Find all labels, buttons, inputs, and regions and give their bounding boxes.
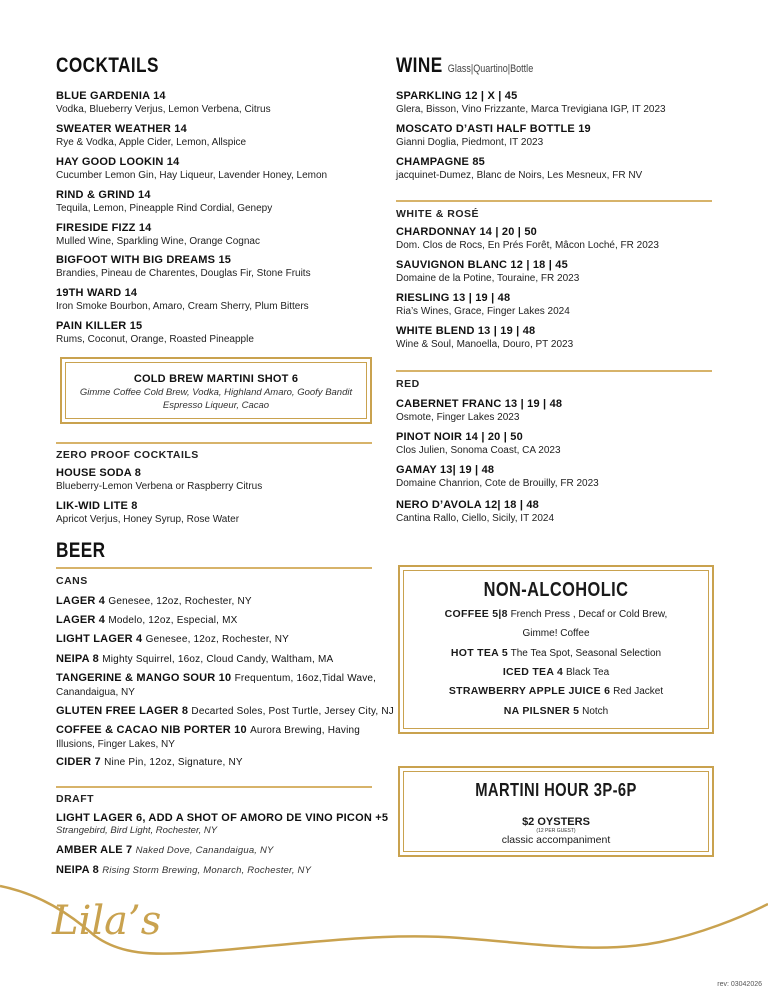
wine-title: WINE bbox=[396, 54, 443, 77]
divider bbox=[56, 786, 372, 788]
na-item-desc: Notch bbox=[582, 706, 609, 717]
red-heading: RED bbox=[396, 378, 420, 390]
cocktail-desc: Cucumber Lemon Gin, Hay Liqueur, Lavender Honey, Lemon bbox=[56, 170, 328, 181]
cocktail-item bbox=[56, 155, 327, 182]
draft-item bbox=[56, 811, 388, 837]
lilas-logo: Lila’s bbox=[52, 898, 162, 944]
can-desc: Mighty Squirrel, 16oz, Cloud Candy, Waltham, MA bbox=[102, 654, 334, 665]
can-desc: Genesee, 12oz, Rochester, NY bbox=[145, 634, 290, 645]
can-name: GLUTEN FREE LAGER 8 bbox=[56, 705, 189, 717]
cold-brew-desc-line2: Espresso Liqueur, Cacao bbox=[162, 400, 270, 411]
can-desc: Aurora Brewing, Having bbox=[250, 725, 361, 736]
na-line-iced-tea bbox=[400, 666, 712, 678]
cocktail-desc: Iron Smoke Bourbon, Amaro, Cream Sherry, Plum Bitters bbox=[56, 301, 309, 312]
wine-name: MOSCATO D’ASTI HALF BOTTLE 19 bbox=[396, 123, 591, 135]
na-item-desc: Red Jacket bbox=[613, 686, 664, 697]
wine-item bbox=[396, 498, 554, 525]
wine-item bbox=[396, 89, 666, 116]
can-desc: Frequentum, 16oz,Tidal Wave, bbox=[234, 673, 377, 684]
wine-name: GAMAY 13| 19 | 48 bbox=[396, 464, 495, 476]
na-item-desc: Gimme! Coffee bbox=[522, 628, 590, 639]
zero-proof-name: HOUSE SODA 8 bbox=[56, 467, 142, 479]
wine-name: RIESLING 13 | 19 | 48 bbox=[396, 292, 511, 304]
cocktail-desc: Vodka, Blueberry Verjus, Lemon Verbena, Citrus bbox=[56, 104, 271, 115]
na-line-coffee-cont bbox=[400, 628, 712, 639]
draft-desc: Naked Dove, Canandaigua, NY bbox=[135, 845, 274, 856]
non-alcoholic-box bbox=[398, 565, 714, 734]
cocktail-desc: Tequila, Lemon, Pineapple Rind Cordial, Genepy bbox=[56, 203, 273, 214]
draft-item bbox=[56, 843, 274, 858]
cocktail-name: RIND & GRIND 14 bbox=[56, 189, 151, 201]
zero-proof-name: LIK-WID LITE 8 bbox=[56, 500, 138, 512]
wine-name: SPARKLING 12 | X | 45 bbox=[396, 90, 518, 102]
cocktails-heading: COCKTAILS bbox=[56, 54, 159, 77]
can-item bbox=[56, 704, 394, 719]
draft-desc: Rising Storm Brewing, Monarch, Rochester, NY bbox=[102, 865, 312, 876]
can-name: LAGER 4 bbox=[56, 614, 106, 626]
zero-proof-desc: Apricot Verjus, Honey Syrup, Rose Water bbox=[56, 514, 240, 525]
wine-desc: Domaine de la Potine, Touraine, FR 2023 bbox=[396, 273, 580, 284]
can-desc: Decarted Soles, Post Turtle, Jersey City, NJ bbox=[191, 706, 394, 717]
cocktail-item bbox=[56, 221, 260, 248]
cold-brew-name: COLD BREW MARTINI SHOT 6 bbox=[133, 373, 299, 385]
cocktail-name: BLUE GARDENIA 14 bbox=[56, 90, 166, 102]
oysters-per-guest: (12 PER GUEST) bbox=[536, 828, 576, 834]
wine-item bbox=[396, 324, 573, 351]
wine-item bbox=[396, 155, 642, 182]
cocktail-desc: Rums, Coconut, Orange, Roasted Pineapple bbox=[56, 334, 254, 345]
cocktail-desc: Rye & Vodka, Apple Cider, Lemon, Allspice bbox=[56, 137, 247, 148]
draft-name: LIGHT LAGER 6, ADD A SHOT OF AMORO DE VINO PICON +5 bbox=[56, 812, 389, 824]
cocktail-item bbox=[56, 286, 309, 313]
na-line-juice bbox=[400, 685, 712, 697]
martini-hour-title: MARTINI HOUR 3P-6P bbox=[475, 780, 637, 800]
wine-name: NERO D’AVOLA 12| 18 | 48 bbox=[396, 499, 539, 511]
beer-heading: BEER bbox=[56, 539, 106, 562]
can-item bbox=[56, 723, 360, 751]
cocktail-item bbox=[56, 89, 271, 116]
na-item-name: NA PILSNER 5 bbox=[503, 705, 580, 717]
can-item bbox=[56, 632, 289, 647]
wine-desc: Domaine Chanrion, Cote de Brouilly, FR 2023 bbox=[396, 478, 599, 489]
wine-desc: Clos Julien, Sonoma Coast, CA 2023 bbox=[396, 445, 561, 456]
cocktail-item bbox=[56, 122, 246, 149]
can-desc: Genesee, 12oz, Rochester, NY bbox=[108, 596, 252, 607]
draft-heading: DRAFT bbox=[56, 793, 95, 805]
divider bbox=[56, 442, 372, 444]
non-alcoholic-title: NON-ALCOHOLIC bbox=[483, 579, 629, 601]
can-name: NEIPA 8 bbox=[56, 653, 99, 665]
cocktail-name: FIRESIDE FIZZ 14 bbox=[56, 222, 152, 234]
na-item-name: HOT TEA 5 bbox=[450, 647, 509, 659]
wine-item bbox=[396, 463, 599, 490]
cocktail-name: PAIN KILLER 15 bbox=[56, 320, 143, 332]
martini-hour-box bbox=[398, 766, 714, 857]
zero-proof-item bbox=[56, 499, 239, 526]
wine-item bbox=[396, 291, 570, 318]
wine-name: CHARDONNAY 14 | 20 | 50 bbox=[396, 226, 537, 238]
draft-name: NEIPA 8 bbox=[56, 864, 99, 876]
wine-desc: Wine & Soul, Manoella, Douro, PT 2023 bbox=[396, 339, 574, 350]
can-desc: Nine Pin, 12oz, Signature, NY bbox=[104, 757, 243, 768]
cocktail-name: SWEATER WEATHER 14 bbox=[56, 123, 187, 135]
na-item-name: COFFEE 5|8 bbox=[444, 608, 508, 620]
wine-name: CHAMPAGNE 85 bbox=[396, 156, 485, 168]
wine-heading bbox=[396, 54, 533, 78]
cold-brew-content bbox=[62, 372, 370, 412]
zero-proof-desc: Blueberry-Lemon Verbena or Raspberry Citrus bbox=[56, 481, 263, 492]
cocktail-desc: Brandies, Pineau de Charentes, Douglas Fir, Stone Fruits bbox=[56, 268, 311, 279]
can-item bbox=[56, 652, 333, 667]
can-item bbox=[56, 671, 376, 699]
cocktail-item bbox=[56, 188, 272, 215]
can-name: TANGERINE & MANGO SOUR 10 bbox=[56, 672, 232, 684]
zero-proof-heading: ZERO PROOF COCKTAILS bbox=[56, 449, 199, 461]
na-line-coffee bbox=[400, 608, 712, 620]
divider bbox=[396, 370, 712, 372]
cold-brew-desc-line1: Gimme Coffee Cold Brew, Vodka, Highland Amaro, Goofy Bandit bbox=[79, 387, 353, 398]
can-item bbox=[56, 755, 243, 770]
can-desc-cont: Canandaigua, NY bbox=[56, 687, 135, 698]
cans-heading: CANS bbox=[56, 575, 88, 587]
divider bbox=[396, 200, 712, 202]
wine-subtitle: Glass|Quartino|Bottle bbox=[447, 63, 534, 75]
draft-desc: Strangebird, Bird Light, Rochester, NY bbox=[56, 825, 218, 836]
wine-item bbox=[396, 258, 579, 285]
can-item bbox=[56, 613, 238, 628]
can-item bbox=[56, 594, 252, 609]
na-item-name: ICED TEA 4 bbox=[502, 666, 564, 678]
cold-brew-box bbox=[60, 357, 372, 424]
draft-name: AMBER ALE 7 bbox=[56, 844, 133, 856]
na-line-pilsner bbox=[400, 705, 712, 717]
white-rose-heading: WHITE & ROSÉ bbox=[396, 208, 480, 220]
na-item-desc: The Tea Spot, Seasonal Selection bbox=[510, 648, 662, 659]
na-item-desc: French Press , Decaf or Cold Brew, bbox=[510, 609, 668, 620]
wine-name: PINOT NOIR 14 | 20 | 50 bbox=[396, 431, 523, 443]
wine-name: SAUVIGNON BLANC 12 | 18 | 45 bbox=[396, 259, 568, 271]
wine-item bbox=[396, 430, 561, 457]
can-name: LAGER 4 bbox=[56, 595, 106, 607]
can-desc-cont: Illusions, Finger Lakes, NY bbox=[56, 739, 175, 750]
cocktail-item bbox=[56, 319, 254, 346]
can-name: LIGHT LAGER 4 bbox=[56, 633, 143, 645]
cocktail-name: BIGFOOT WITH BIG DREAMS 15 bbox=[56, 254, 232, 266]
wine-name: CABERNET FRANC 13 | 19 | 48 bbox=[396, 398, 563, 410]
divider bbox=[56, 567, 372, 569]
wine-desc: jacquinet-Dumez, Blanc de Noirs, Les Mesneux, FR NV bbox=[396, 170, 643, 181]
can-name: COFFEE & CACAO NIB PORTER 10 bbox=[56, 724, 247, 736]
oysters-label: $2 OYSTERS bbox=[522, 816, 590, 828]
wine-item bbox=[396, 225, 659, 252]
wine-desc: Cantina Rallo, Ciello, Sicily, IT 2024 bbox=[396, 513, 555, 524]
can-desc: Modelo, 12oz, Especial, MX bbox=[108, 615, 238, 626]
wine-desc: Gianni Doglia, Piedmont, IT 2023 bbox=[396, 137, 544, 148]
revision-code: rev: 03042026 bbox=[717, 981, 762, 988]
wine-desc: Glera, Bisson, Vino Frizzante, Marca Trevigiana IGP, IT 2023 bbox=[396, 104, 666, 115]
cocktail-name: HAY GOOD LOOKIN 14 bbox=[56, 156, 180, 168]
na-item-name: STRAWBERRY APPLE JUICE 6 bbox=[448, 685, 611, 697]
cocktail-desc: Mulled Wine, Sparkling Wine, Orange Cognac bbox=[56, 236, 260, 247]
wine-desc: Dom. Clos de Rocs, En Prés Forêt, Mâcon Loché, FR 2023 bbox=[396, 240, 659, 251]
oysters-accompaniment: classic accompaniment bbox=[501, 834, 611, 846]
zero-proof-item bbox=[56, 466, 262, 493]
wine-name: WHITE BLEND 13 | 19 | 48 bbox=[396, 325, 536, 337]
cocktail-item bbox=[56, 253, 311, 280]
can-name: CIDER 7 bbox=[56, 756, 101, 768]
wine-item bbox=[396, 122, 591, 149]
wine-desc: Ria’s Wines, Grace, Finger Lakes 2024 bbox=[396, 306, 570, 317]
na-item-desc: Black Tea bbox=[565, 667, 610, 678]
cocktail-name: 19TH WARD 14 bbox=[56, 287, 138, 299]
wine-item bbox=[396, 397, 562, 424]
wine-desc: Osmote, Finger Lakes 2023 bbox=[396, 412, 520, 423]
na-line-hot-tea bbox=[400, 647, 712, 659]
